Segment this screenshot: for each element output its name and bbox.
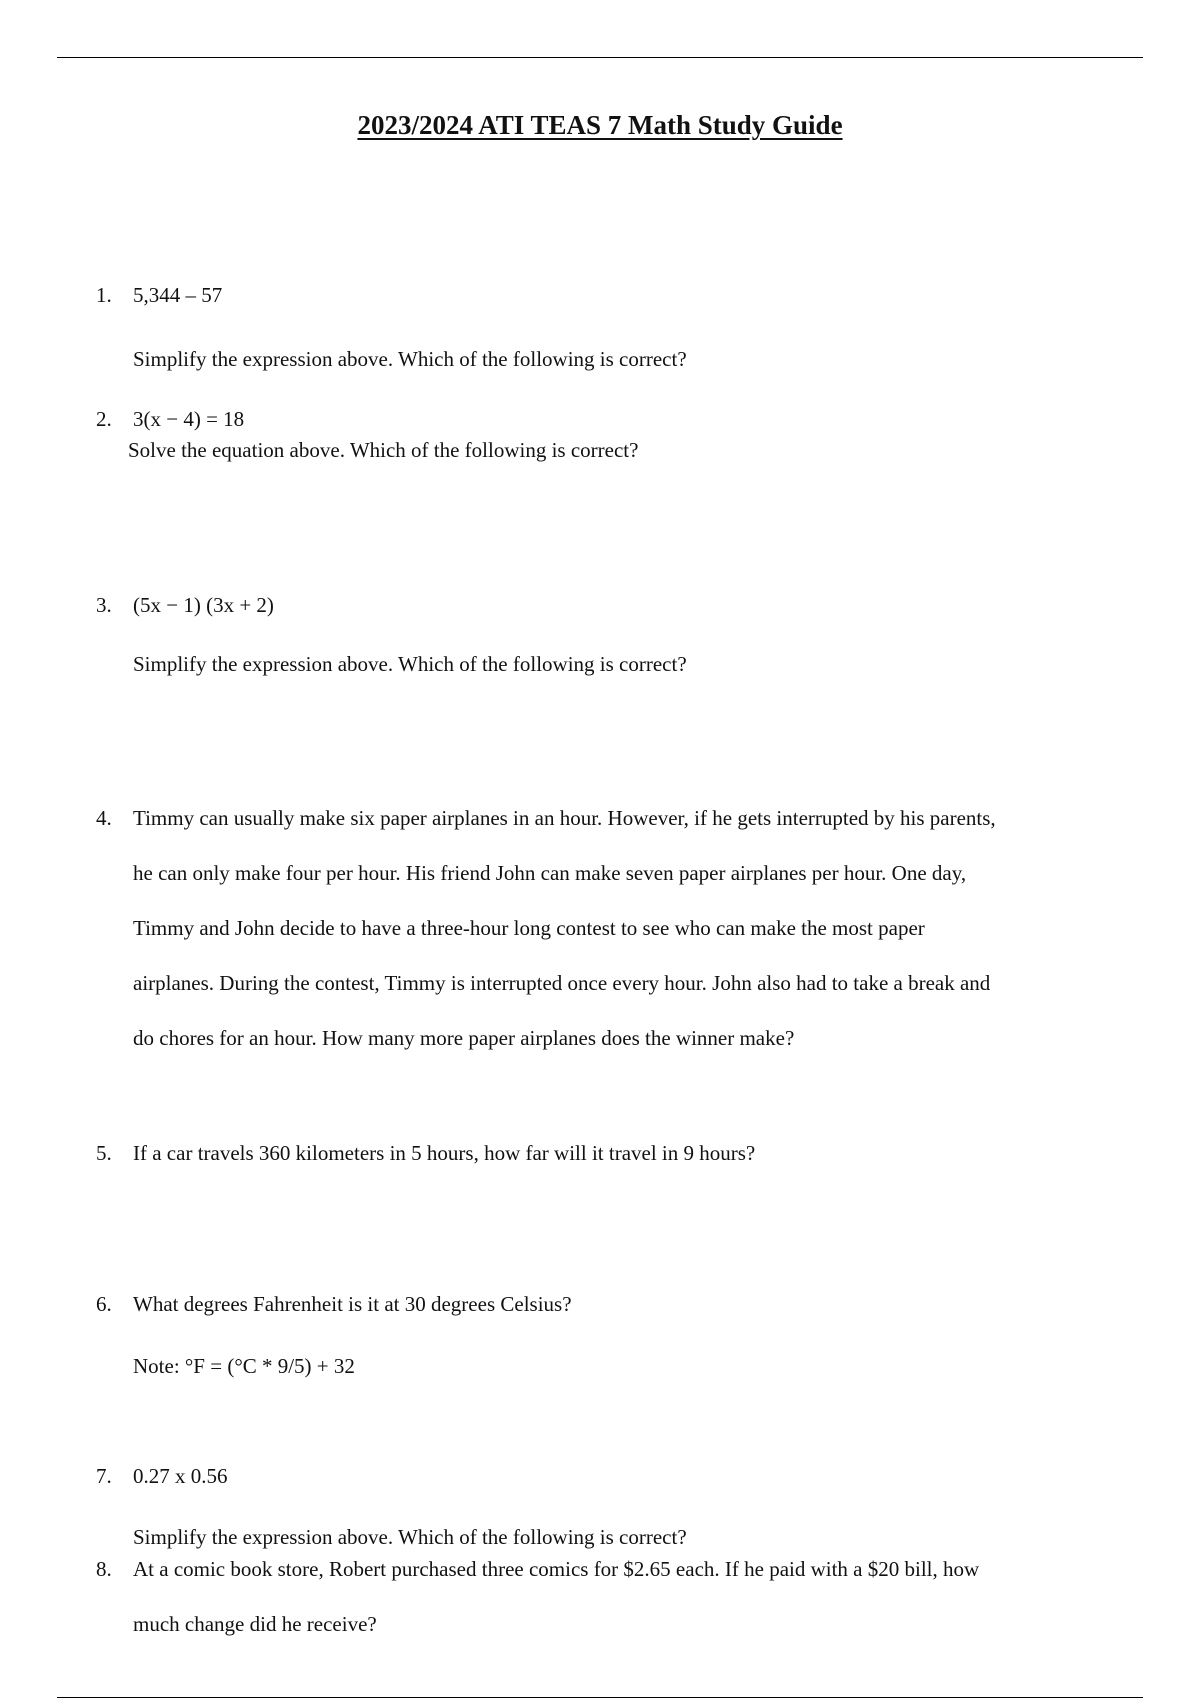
question-text-line: much change did he receive?	[133, 1612, 377, 1636]
question-expression: 5,344 – 57	[133, 283, 223, 307]
question-text-line: he can only make four per hour. His friend John can make seven paper airplanes per hour. One day,	[133, 861, 967, 885]
question-prompt: Simplify the expression above. Which of the following is correct?	[133, 1525, 687, 1549]
question-text-line: At a comic book store, Robert purchased three comics for $2.65 each. If he paid with a $20 bill, how	[133, 1557, 980, 1581]
question-text-line: Timmy can usually make six paper airplanes in an hour. However, if he gets interrupted by his parents,	[133, 806, 996, 830]
question-number: 7.	[96, 1464, 112, 1488]
question-prompt: Solve the equation above. Which of the following is correct?	[128, 438, 639, 462]
question-number: 5.	[96, 1141, 112, 1165]
question-prompt: Simplify the expression above. Which of the following is correct?	[133, 652, 687, 676]
question-number: 6.	[96, 1292, 112, 1316]
question-text-line: What degrees Fahrenheit is it at 30 degrees Celsius?	[133, 1292, 572, 1316]
question-expression: 3(x − 4) = 18	[133, 407, 245, 431]
bottom-rule	[57, 1697, 1143, 1698]
question-number: 4.	[96, 806, 112, 830]
question-text-line: do chores for an hour. How many more paper airplanes does the winner make?	[133, 1026, 795, 1050]
question-number: 8.	[96, 1557, 112, 1581]
question-text-line: If a car travels 360 kilometers in 5 hours, how far will it travel in 9 hours?	[133, 1141, 756, 1165]
question-text-line: Timmy and John decide to have a three-hour long contest to see who can make the most paper	[133, 916, 925, 940]
question-expression: 0.27 x 0.56	[133, 1464, 228, 1488]
question-text-line: airplanes. During the contest, Timmy is interrupted once every hour. John also had to take a break and	[133, 971, 991, 995]
document-title: 2023/2024 ATI TEAS 7 Math Study Guide	[357, 110, 843, 140]
question-note: Note: °F = (°C * 9/5) + 32	[133, 1354, 355, 1378]
question-prompt: Simplify the expression above. Which of the following is correct?	[133, 347, 687, 371]
question-number: 1.	[96, 283, 112, 307]
question-expression: (5x − 1) (3x + 2)	[133, 593, 274, 617]
top-rule	[57, 57, 1143, 58]
question-number: 3.	[96, 593, 112, 617]
question-number: 2.	[96, 407, 112, 431]
